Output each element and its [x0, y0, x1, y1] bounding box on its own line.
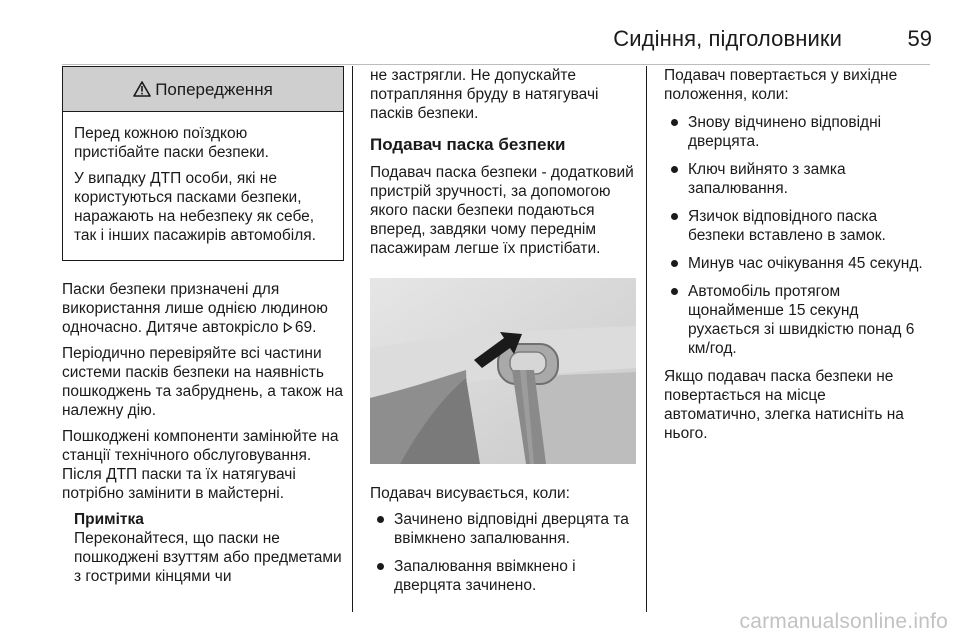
warning-box [62, 66, 344, 261]
list-item: Автомобіль протягом щонайменше 15 секунд рухається зі швидкістю понад 6 км/год. [664, 282, 926, 358]
column-2 [370, 66, 636, 604]
section-intro: Подавач паска безпеки - додатковий пристрій зручності, за допомогою якого паски безпеки подаються вперед, завдяки чому переднім пасажирам легше їх пристібати. [370, 164, 634, 257]
note-text: Переконайтеся, що паски не пошкоджені взуттям або предметами з гострими кінцями чи [74, 530, 342, 585]
header-title: Сидіння, підголовники [613, 26, 842, 51]
watermark: carmanualsonline.info [739, 610, 948, 633]
warning-title: Попередження [155, 79, 273, 99]
extends-conditions-list [370, 510, 636, 595]
note-block [62, 510, 344, 586]
extends-when-text: Подавач висувається, коли: [370, 485, 570, 502]
closing-paragraph: Якщо подавач паска безпеки не повертається на місце автоматично, злегка натисніть на нього. [664, 368, 904, 442]
warning-paragraph: У випадку ДТП особи, які не користуються пасками безпеки, наражають на небезпеку як себе, так і інших пасажирів автомобіля. [74, 170, 316, 244]
paragraph-usage [62, 280, 344, 337]
column-3 [664, 66, 926, 450]
page-reference-link[interactable]: 69. [294, 319, 317, 336]
column-divider-right [646, 66, 647, 612]
warning-body [63, 112, 343, 260]
header-rule [62, 64, 930, 65]
retracts-conditions-list [664, 113, 926, 358]
retracts-when-text: Подавач повертається у вихідне положення, коли: [664, 67, 898, 103]
column-1 [62, 66, 344, 586]
note-title: Примітка [74, 511, 144, 528]
section-heading: Подавач паска безпеки [370, 135, 566, 154]
warning-triangle-icon [133, 81, 151, 97]
warning-paragraph: Перед кожною поїздкою пристібайте паски безпеки. [74, 125, 269, 161]
column-divider-left [352, 66, 353, 612]
list-item: Язичок відповідного паска безпеки вставлено в замок. [664, 207, 926, 245]
list-item: Минув час очікування 45 секунд. [664, 254, 926, 273]
arrow-right-icon [283, 322, 293, 333]
paragraph-inspection: Періодично перевіряйте всі частини системи пасків безпеки на наявність пошкоджень та забруднень, а також на належну дію. [62, 345, 343, 419]
list-item: Ключ вийнято з замка запалювання. [664, 160, 926, 198]
warning-header [63, 67, 343, 112]
page-number: 59 [907, 26, 932, 51]
continuation-paragraph: не застрягли. Не допускайте потрапляння бруду в натягувачі пасків безпеки. [370, 67, 599, 122]
belt-presenter-photo [370, 278, 636, 464]
list-item: Запалювання ввімкнено і дверцята зачинено. [370, 557, 636, 595]
list-item: Знову відчинено відповідні дверцята. [664, 113, 926, 151]
paragraph-usage-text: Паски безпеки призначені для використання лише однією людиною одночасно. Дитяче автокрісло [62, 281, 328, 336]
page-header [0, 0, 960, 60]
paragraph-replacement: Пошкоджені компоненти замінюйте на станції технічного обслуговування. Після ДТП паски та їх натягувачі потрібно замінити в майстерні. [62, 428, 339, 502]
list-item: Зачинено відповідні дверцята та ввімкнено запалювання. [370, 510, 636, 548]
